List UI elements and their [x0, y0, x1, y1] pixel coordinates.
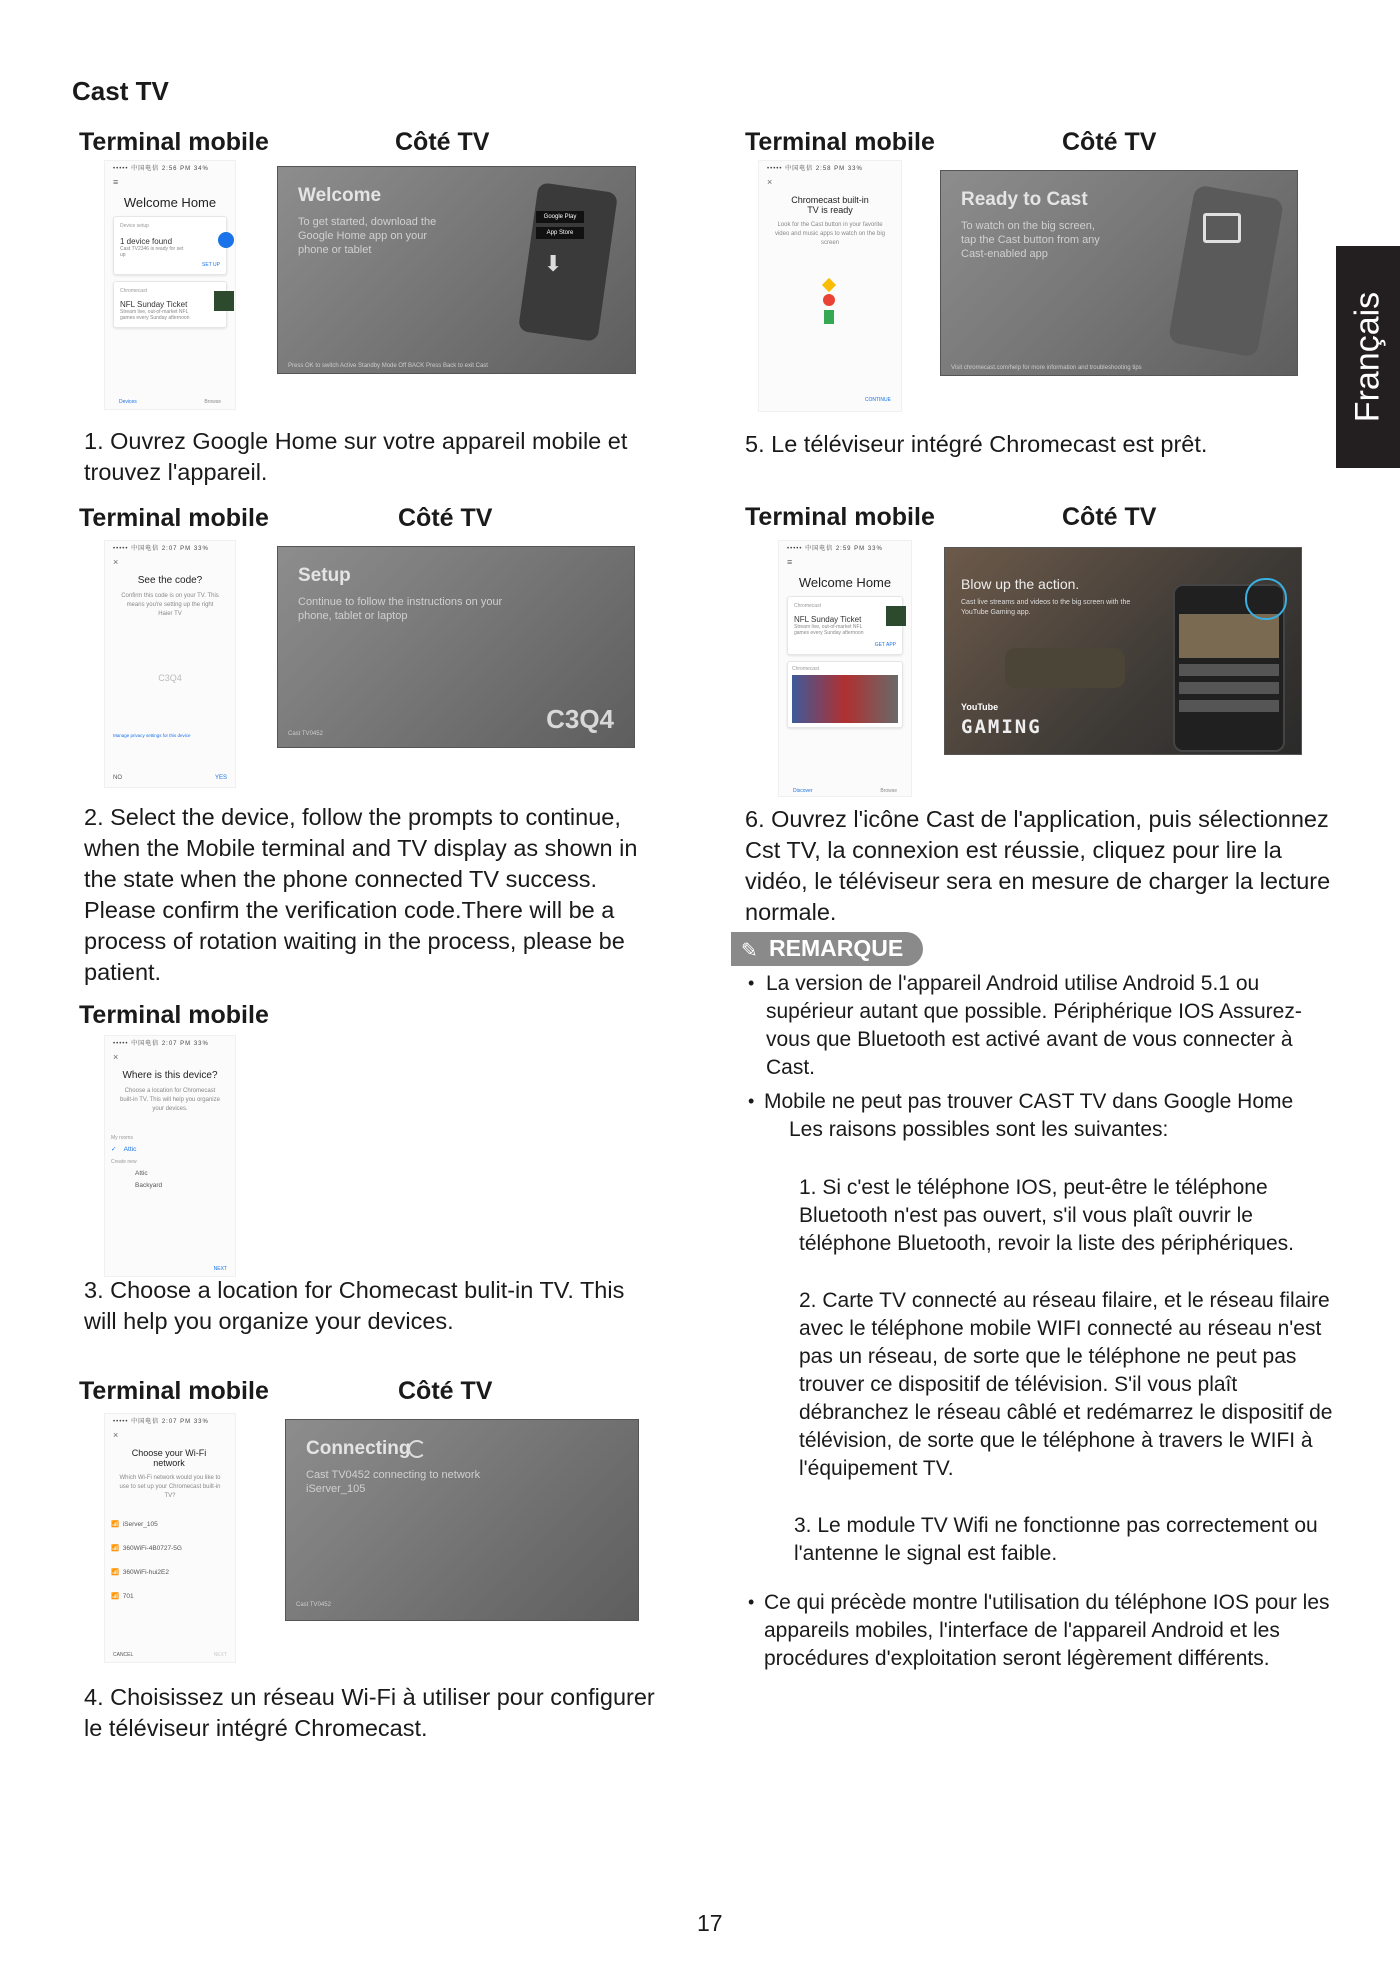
phone-sub: Confirm this code is on your TV. This means you're setting up the right Haier TV: [121, 593, 219, 617]
wifi-item-4[interactable]: 📶 701: [111, 1593, 134, 1600]
phone-screenshot-3: [104, 1035, 236, 1277]
section-title: Cast TV: [72, 76, 169, 106]
tv-footer: Cast TV0452: [296, 1602, 331, 1608]
gaming-logo: GAMING: [961, 716, 1042, 738]
close-icon[interactable]: ×: [113, 1430, 119, 1440]
tv-screenshot-6: [944, 547, 1302, 755]
language-tab-label: Français: [1348, 291, 1387, 423]
tv-title: Welcome: [298, 185, 382, 206]
step-4-caption: 4. Choisissez un réseau Wi-Fi à utiliser pour configurer le téléviseur intégré Chromecast.: [84, 1684, 655, 1741]
label-mobile-3: Terminal mobile: [79, 1001, 269, 1029]
label-mobile-4: Terminal mobile: [79, 1377, 269, 1405]
nav-discover[interactable]: Discover: [793, 788, 813, 794]
label-tv-6: Côté TV: [1062, 503, 1157, 531]
google-play-badge: Google Play: [536, 211, 584, 223]
tv-footer: Visit chromecast.com/help for more information and troubleshooting tips: [951, 365, 1142, 371]
bullet-icon: •: [748, 973, 755, 993]
create-new-header: Create new: [111, 1159, 137, 1165]
label-tv-4: Côté TV: [398, 1377, 493, 1405]
chromecast-card: [787, 661, 903, 728]
continue-button[interactable]: CONTINUE: [864, 397, 891, 403]
step-6-caption: 6. Ouvrez l'icône Cast de l'application, puis sélectionnez Cst TV, la connexion est réussie, cliquez pour lire la vidéo, le téléviseur sera en mesure de charger la lecture normale.: [745, 806, 1331, 925]
phone-screenshot-2: [104, 540, 236, 788]
card-title: NFL Sunday Ticket: [794, 615, 862, 624]
reason-2: 2. Carte TV connecté au réseau filaire, et le réseau filaire avec le téléphone mobile WIFI connecté au réseau n'est pas un réseau, de sorte que le téléphone ne peut pas trouver ce dispositif de télévision. S'il vous plaît débranchez le réseau câblé et redémarrez le dispositif de télévision, de sorte que le téléphone à travers le WIFI à l'équipement TV.: [799, 1289, 1333, 1480]
phone-illustration: [518, 182, 618, 342]
cast-icon: [1245, 578, 1287, 620]
spinner-icon: [408, 1440, 426, 1458]
tv-screenshot-1: [277, 166, 636, 374]
label-tv-1: Côté TV: [395, 128, 490, 156]
bullet-icon: •: [748, 1091, 755, 1111]
card-sub: Cast TV2346 is ready for set up: [120, 246, 184, 258]
remarque-bullet-2-sub: Les raisons possibles sont les suivantes:: [789, 1118, 1169, 1141]
room-attic-2[interactable]: Attic: [135, 1170, 148, 1177]
close-icon[interactable]: ×: [113, 557, 119, 567]
label-mobile-1: Terminal mobile: [79, 128, 269, 156]
reason-3: 3. Le module TV Wifi ne fonctionne pas correctement ou l'antenne le signal est faible.: [794, 1514, 1318, 1565]
card-tag: Chromecast: [792, 666, 819, 672]
label-tv-5: Côté TV: [1062, 128, 1157, 156]
setup-button[interactable]: SET UP: [202, 262, 220, 268]
phone-title: See the code?: [137, 575, 203, 586]
step-2-caption: 2. Select the device, follow the prompts to continue, when the Mobile terminal and TV display as shown in the state when the phone connected TV success. Please confirm the verification code.There will be a process of rotation waiting in the process, please be patient.: [84, 804, 638, 985]
no-button[interactable]: NO: [113, 775, 122, 781]
tv-title: Connecting: [306, 1438, 411, 1459]
phone-sub: Which Wi-Fi network would you like to use to set up your Chromecast built-in TV?: [119, 1475, 221, 1499]
room-backyard[interactable]: Backyard: [135, 1182, 163, 1189]
close-icon[interactable]: ×: [113, 1052, 119, 1062]
tv-title: Blow up the action.: [961, 576, 1080, 592]
privacy-link[interactable]: Manage privacy settings for this device: [113, 733, 191, 738]
card-title: NFL Sunday Ticket: [120, 300, 188, 309]
phone-status: ••••• 中国电信 2:56 PM 34%: [113, 166, 209, 172]
reason-1: 1. Si c'est le téléphone IOS, peut-être le téléphone Bluetooth n'est pas ouvert, s'il vous plaît ouvrir le téléphone Bluetooth, revoir la liste des périphériques.: [799, 1176, 1294, 1255]
next-button[interactable]: NEXT: [213, 1266, 227, 1272]
phone-title: Choose your Wi-Fi network: [131, 1448, 207, 1468]
pencil-icon: ✎: [741, 940, 758, 962]
bullet-icon: •: [748, 1592, 755, 1612]
nfl-card: [787, 596, 903, 655]
menu-icon: ≡: [113, 177, 119, 187]
phone-title: Welcome Home: [123, 195, 217, 210]
menu-icon[interactable]: ≡: [787, 557, 793, 567]
cancel-button[interactable]: CANCEL: [113, 1652, 134, 1658]
remarque-bullet-1: La version de l'appareil Android utilise Android 5.1 ou supérieur autant que possible. Périphérique IOS Assurez-vous que Bluetooth est activé avant de vous connecter à Cast.: [766, 972, 1302, 1079]
tv-title: Setup: [298, 565, 351, 586]
label-tv-2: Côté TV: [398, 504, 493, 532]
label-mobile-2: Terminal mobile: [79, 504, 269, 532]
language-tab: [1336, 246, 1400, 468]
phone-title: Chromecast built-in TV is ready: [791, 195, 869, 215]
next-button[interactable]: NEXT: [213, 1652, 227, 1658]
tv-text: To watch on the big screen, tap the Cast button from any Cast-enabled app: [961, 220, 1100, 260]
tv-title: Ready to Cast: [961, 189, 1088, 210]
wifi-item-2[interactable]: 📶 360WiFi-4B0727-5G: [111, 1545, 182, 1552]
cast-device-icon: [218, 232, 234, 248]
phone-status: ••••• 中国电信 2:07 PM 33%: [113, 1041, 209, 1047]
device-card: [113, 216, 227, 275]
cast-icon: [1203, 213, 1241, 243]
label-mobile-5: Terminal mobile: [745, 128, 935, 156]
yes-button[interactable]: YES: [214, 775, 227, 781]
card-sub: Stream live, out-of-market NFL games every Sunday afternoon: [794, 624, 864, 636]
tv-text: To get started, download the Google Home app on your phone or tablet: [298, 216, 437, 256]
phone-screenshot-6: [778, 540, 912, 797]
remarque-banner: [731, 932, 923, 966]
google-shapes-icon: [820, 280, 840, 330]
verification-code: C3Q4: [158, 673, 182, 683]
card-tag: Chromecast: [794, 603, 821, 609]
nav-devices[interactable]: Devices: [119, 399, 137, 405]
tv-footer: Press OK to switch Active Standby Mode Off BACK Press Back to exit Cast: [288, 363, 488, 369]
tv-text: Cast live streams and videos to the big screen with the YouTube Gaming app.: [961, 599, 1131, 616]
tv-text: Continue to follow the instructions on your phone, tablet or laptop: [298, 596, 503, 622]
remarque-bullet-3: Ce qui précède montre l'utilisation du téléphone IOS pour les appareils mobiles, l'interface de l'appareil Android et les procédures d'exploitation seront légèrement différents.: [764, 1591, 1330, 1670]
phone-sub: Choose a location for Chromecast built-in TV. This will help you organize your devices.: [120, 1088, 220, 1112]
tv-screenshot-5: [940, 170, 1298, 376]
phone-screenshot-4: [104, 1413, 236, 1663]
card-title: 1 device found: [120, 237, 173, 246]
phone-screenshot-1: [104, 160, 236, 410]
phone-status: ••••• 中国电信 2:07 PM 33%: [113, 546, 209, 552]
download-icon: ⬇: [544, 251, 563, 276]
tv-screenshot-4: [285, 1419, 639, 1621]
tv-code: C3Q4: [546, 704, 614, 734]
phone-illustration: [1168, 184, 1284, 357]
get-app-button[interactable]: GET APP: [874, 642, 896, 648]
close-icon[interactable]: ×: [767, 177, 773, 187]
phone-status: ••••• 中国电信 2:07 PM 33%: [113, 1419, 209, 1425]
remarque-title: REMARQUE: [769, 935, 904, 961]
wrestling-thumbnail: [792, 675, 898, 723]
phone-screenshot-5: [758, 160, 902, 412]
label-mobile-6: Terminal mobile: [745, 503, 935, 531]
nav-browse[interactable]: Browse: [880, 788, 897, 794]
nfl-logo: [886, 606, 906, 626]
tv-text: Cast TV0452 connecting to network iServer_105: [306, 1469, 481, 1495]
phone-status: ••••• 中国电信 2:59 PM 33%: [787, 546, 883, 552]
card-sub: Stream live, out-of-market NFL games every Sunday afternoon: [120, 309, 190, 321]
tv-screenshot-2: [277, 546, 635, 748]
phone-title: Welcome Home: [798, 575, 892, 590]
tv-footer: Cast TV0452: [288, 731, 323, 737]
nfl-card: [113, 281, 227, 328]
step-5-caption: 5. Le téléviseur intégré Chromecast est prêt.: [745, 431, 1208, 457]
remarque-bullet-2: Mobile ne peut pas trouver CAST TV dans Google Home: [764, 1090, 1294, 1113]
card-tag: Device setup: [120, 223, 149, 229]
step-1-caption: 1. Ouvrez Google Home sur votre appareil mobile et trouvez l'appareil.: [84, 428, 628, 485]
nfl-logo: [214, 291, 234, 311]
phone-sub: Look for the Cast button in your favorite video and music apps to watch on the big screen: [774, 222, 886, 246]
wifi-item-3[interactable]: 📶 360WiFi-hui2E2: [111, 1569, 169, 1576]
phone-title: Where is this device?: [122, 1070, 218, 1081]
rooms-header: My rooms: [111, 1135, 133, 1141]
step-3-caption: 3. Choose a location for Chomecast bulit-in TV. This will help you organize your devices.: [84, 1277, 625, 1334]
room-attic[interactable]: ✓ Attic: [111, 1146, 137, 1153]
page-number: 17: [697, 1910, 723, 1936]
nav-browse[interactable]: Browse: [204, 399, 221, 405]
youtube-logo: YouTube: [961, 702, 999, 712]
wifi-item-1[interactable]: 📶 iServer_105: [111, 1521, 158, 1528]
phone-status: ••••• 中国电信 2:58 PM 33%: [767, 166, 863, 172]
card-tag: Chromecast: [120, 288, 147, 294]
game-car-image: [1005, 648, 1125, 688]
app-store-badge: App Store: [536, 227, 584, 239]
